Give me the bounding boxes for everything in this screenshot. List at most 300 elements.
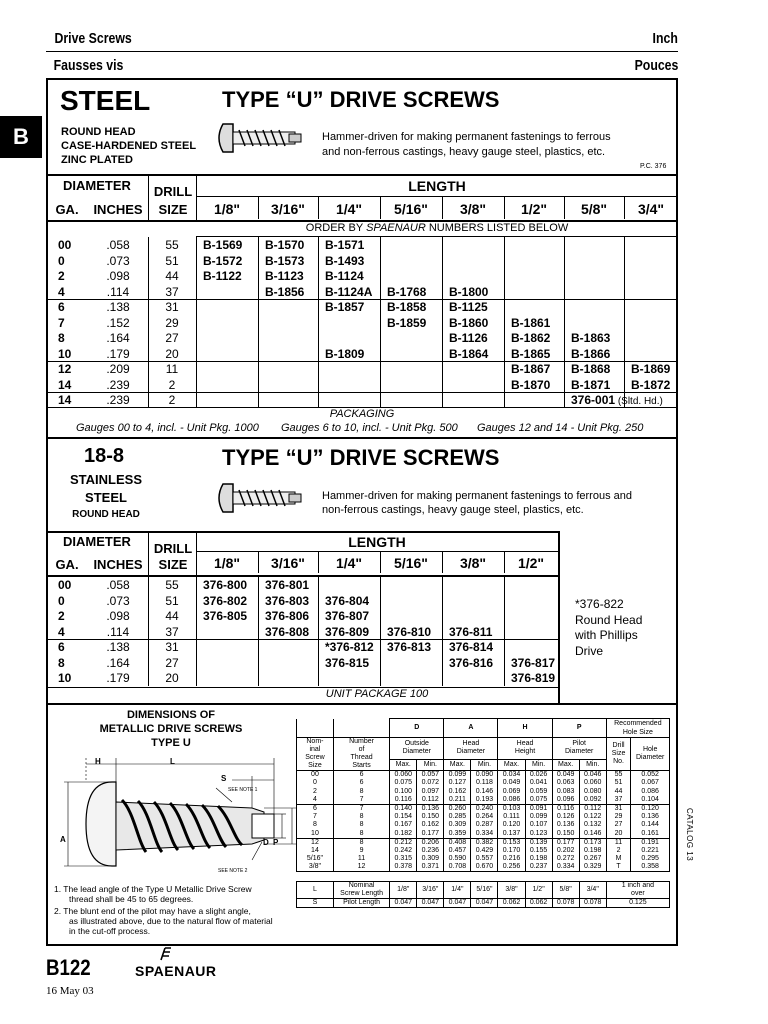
steel-cell: B-1122 [203,269,242,283]
dim-cell: 0.212 [390,838,417,847]
page-number: B122 [46,955,91,980]
dim-cell: 0.177 [417,830,444,839]
dim-col-p: P [552,719,606,738]
steel-head-inches: INCHES [93,202,143,217]
steel-cell: B-1870 [511,377,551,392]
dim-thread-starts-line: Number [349,738,375,745]
stainless-vline-6 [504,577,505,686]
steel-cell: B-1871 [571,377,611,392]
dim-cell: 0.099 [444,771,471,780]
steel-cell: 2 [58,269,65,283]
dim-cell: 0.211 [444,796,471,805]
dim-cell: 0.240 [471,804,498,813]
brand-name: SPAENAUR [135,963,217,979]
dim-cell: 11 [333,855,389,863]
stainless-len-sep-3 [380,551,381,573]
dim-col-d: D [390,719,444,738]
steel-cell: B-1865 [511,346,551,361]
stainless-cell: 44 [165,609,179,623]
steel-cell: B-1860 [449,315,489,330]
dim-pilot-length-value: 0.047 [417,899,444,908]
dim-cell: 0.198 [579,847,606,855]
dim-pilot-diameter-line: Diameter [564,748,594,756]
dim-nominal-length-line: Nominal [348,882,375,890]
steel-cell: .152 [106,315,130,330]
steel-cell: 14 [58,393,72,407]
dim-cell: 0.049 [498,779,525,787]
dim-spacer [297,872,670,882]
steel-len-sep-3 [380,197,381,219]
steel-cell: B-1493 [325,253,365,268]
dim-hole-size-label: Hole Size [622,729,653,736]
dim-length-value: 3/16" [417,882,444,899]
dim-cell: 0.154 [390,813,417,821]
stainless-cell: 376-805 [203,609,248,623]
stainless-cell: 376-816 [449,655,494,670]
steel-cell: B-1571 [325,238,365,252]
stainless-vline-1 [196,577,197,686]
dim-cell: 0.382 [471,838,498,847]
stainless-cell: 376-808 [265,624,310,639]
dim-cell: 8 [333,787,389,795]
dim-cell: 0 [297,779,334,787]
dim-hole-diameter-line: Diameter [635,754,665,761]
stainless-material: 18-8 [84,445,125,467]
steel-cell: .058 [106,238,130,252]
dim-length-value: 3/8" [498,882,525,899]
stainless-length-4: 3/8" [459,555,487,571]
steel-cell: B-1570 [265,238,305,252]
dim-cell: 0.127 [444,779,471,787]
steel-cell: 37 [165,284,179,299]
dim-cell: 0.034 [498,771,525,780]
steel-col-line-a [148,176,149,220]
dim-cell: 11 [606,838,631,847]
header-unit-en: Inch [652,30,678,47]
dim-max: Max. [498,759,525,770]
dim-outside-diameter-line: Diameter [402,748,431,756]
steel-len-sep-7 [624,197,625,219]
steel-cell: B-1123 [265,269,304,283]
dim-cell: 0.122 [579,813,606,821]
stainless-head-size: SIZE [158,557,188,572]
stainless-cell: 376-807 [325,609,370,623]
dim-note-2b: as illustrated above, due to the natural flow of material [69,916,273,926]
dim-cell: 0.334 [552,863,579,872]
stainless-length-0: 1/8" [213,555,241,571]
dim-max: Max. [444,759,471,770]
steel-vline-1 [196,237,197,408]
stainless-cell: 31 [165,640,179,654]
stainless-length-1: 3/16" [271,555,305,571]
steel-cell: B-1124 [325,269,364,283]
steel-cell: .239 [106,393,130,407]
stainless-cell: 4 [58,624,65,639]
dim-cell: 0.206 [417,838,444,847]
slotted-head-note: (Sltd. Hd.) [615,396,663,407]
steel-len-sep-4 [442,197,443,219]
steel-order-divider [196,236,678,237]
steel-cell: 55 [165,238,179,252]
dim-cell: 0.162 [417,821,444,829]
screw-dimension-drawing [56,752,296,882]
dim-blank [333,719,389,738]
dim-note-2c: in the cut-off process. [69,926,151,936]
stainless-sub1: STAINLESS [70,472,142,487]
steel-vline-3 [318,237,319,408]
stainless-table-top [46,531,560,533]
steel-cell: B-1867 [511,362,551,376]
stainless-cell: 10 [58,671,72,685]
stainless-head-drill: DRILL [153,541,193,556]
stainless-cell: *376-812 [325,640,374,654]
dim-cell: 8 [297,821,334,829]
steel-cell: B-1768 [387,284,427,299]
stainless-cell: 376-802 [203,593,248,608]
header-divider [46,51,678,52]
steel-head-diameter: DIAMETER [63,178,131,193]
dim-recommended [606,719,669,738]
steel-head-size: SIZE [158,202,188,217]
dim-cell: 0.136 [631,813,670,821]
dim-cell: 0.236 [417,847,444,855]
dim-col-a: A [444,719,498,738]
dim-note-1b: thread shall be 45 to 65 degrees. [69,894,194,904]
dim-thread-starts-line: Starts [352,762,371,769]
dim-cell: 0.173 [579,838,606,847]
dim-length-value: 1/8" [390,882,417,899]
steel-desc2: and non-ferrous castings, heavy gauge steel, plastics, etc. [322,146,606,158]
steel-vline-5 [442,237,443,408]
dim-cell: 0.193 [471,796,498,805]
dim-see-note-1: SEE NOTE 1 [228,787,258,793]
steel-cell: 51 [165,253,179,268]
steel-cell: 27 [165,331,179,345]
stainless-desc1: Hammer-driven for making permanent fastenings to ferrous and [322,490,632,502]
steel-cell: .239 [106,377,130,392]
steel-table-top [46,174,678,176]
stainless-vline-2 [258,577,259,686]
dim-nominal-length [333,882,389,899]
stainless-cell: 376-806 [265,609,310,623]
dim-cell: 0.090 [471,771,498,780]
dim-cell: 7 [333,796,389,805]
steel-cell: 2 [168,377,176,392]
dim-length-value: 1/2" [525,882,552,899]
dim-cell: 14 [297,847,334,855]
dim-cell: 0.116 [390,796,417,805]
dim-cell: 0.457 [444,847,471,855]
stainless-head-inches: INCHES [93,557,143,572]
steel-cell: B-1572 [203,253,243,268]
dim-inch-over-line: 1 inch and [621,882,655,890]
dim-thread-starts-line: of [358,746,365,753]
dim-cell: 0.150 [552,830,579,839]
stainless-vline-5 [442,577,443,686]
steel-section-end [46,437,678,439]
dim-cell: 0.378 [390,863,417,872]
dim-cell: 0.120 [498,821,525,829]
dim-cell: 0.137 [498,830,525,839]
packaging-3: Gauges 12 and 14 - Unit Pkg. 250 [477,422,644,434]
steel-head-drill: DRILL [153,184,193,199]
dim-min: Min. [471,759,498,770]
dim-cell: 0.063 [552,779,579,787]
dim-cell: 0.075 [525,796,552,805]
dim-cell: 0.429 [471,847,498,855]
stainless-sub2: STEEL [85,490,127,505]
dim-cell: 0.103 [498,804,525,813]
dim-cell: 0.557 [471,855,498,863]
stainless-cell: .058 [106,578,130,592]
steel-cell: .098 [106,269,130,283]
dim-drill-size-line: Size [611,750,626,757]
dim-pilot-length-value: 0.047 [390,899,417,908]
stainless-section-end [46,703,678,705]
stainless-cell: 376-819 [511,671,556,685]
stainless-length-5: 1/2" [517,555,545,571]
dim-cell: 51 [606,779,631,787]
steel-cell: 7 [58,315,65,330]
steel-desc1: Hammer-driven for making permanent fastenings to ferrous [322,131,611,143]
dim-label-s: S [221,774,227,783]
steel-cell: B-1868 [571,362,611,376]
dim-title-1: DIMENSIONS OF [126,709,215,721]
dim-cell: 0.146 [471,787,498,795]
dim-head-diameter-line: Head [462,740,480,748]
stainless-cell: 55 [165,578,179,592]
dim-label-d: D [263,838,269,847]
stainless-cell: 376-813 [387,640,432,654]
dim-cell: 0.083 [552,787,579,795]
steel-vline-7 [564,237,565,408]
dim-cell: 0.221 [631,847,670,855]
dim-data-row [297,787,670,795]
dim-cell: 0.146 [579,830,606,839]
dim-cell: 0.272 [552,855,579,863]
dim-cell: 0.267 [579,855,606,863]
dim-head-height-line: Height [514,748,536,756]
dim-max: Max. [390,759,417,770]
dim-cell: 0.155 [525,847,552,855]
footer-date: 16 May 03 [46,985,94,997]
stainless-vline-3 [318,577,319,686]
stainless-sub3: ROUND HEAD [72,509,140,520]
packaging-label: PACKAGING [329,408,395,420]
dim-cell: 0.264 [471,813,498,821]
packaging-2: Gauges 6 to 10, incl. - Unit Pkg. 500 [281,422,458,434]
dim-cell: 0.139 [525,838,552,847]
dim-cell: 0.708 [444,863,471,872]
dim-cell: 0.309 [417,855,444,863]
dim-nominal-length-line: Screw Length [340,890,383,898]
stainless-cell: 376-815 [325,655,370,670]
steel-cell: .164 [106,331,130,345]
stainless-len-sep-4 [442,551,443,573]
note-line-1: *376-822 [575,597,624,611]
dim-data-row [297,771,670,780]
stainless-cell: 20 [165,671,179,685]
dim-cell: 0.100 [390,787,417,795]
dim-data-row [297,804,670,813]
dim-nominal-screw-size-line: Nom- [306,738,324,745]
steel-head-ga: GA. [55,202,79,217]
dim-data-row [297,779,670,787]
dim-cell: 6 [333,779,389,787]
dim-data-row [297,813,670,821]
dim-length-row [297,882,670,899]
stainless-cell: .114 [106,624,130,639]
steel-order-line [196,222,678,234]
steel-length-5: 1/2" [520,201,548,217]
steel-head-length: LENGTH [408,178,466,194]
dim-length-value: 5/8" [552,882,579,899]
steel-length-0: 1/8" [213,201,241,217]
dim-cell: 0.590 [444,855,471,863]
steel-cell: B-1125 [449,300,488,314]
dim-col-h: H [498,719,552,738]
dim-pilot-length-value: 0.047 [444,899,471,908]
stainless-cell: .164 [106,655,130,670]
dim-cell: M [606,855,631,863]
dim-cell: 0.072 [417,779,444,787]
dim-cell: 0.260 [444,804,471,813]
stainless-cell: 51 [165,593,179,608]
steel-cell: 11 [165,362,179,376]
dim-cell: 0.057 [417,771,444,780]
section-tab: B [0,116,42,158]
dim-drill-size-line: No. [613,758,624,765]
dim-cell: 0.046 [579,771,606,780]
dim-label-h: H [95,757,101,766]
dim-cell: 00 [297,771,334,780]
stainless-len-sep-1 [258,551,259,573]
steel-title: TYPE “U” DRIVE SCREWS [222,87,500,112]
dim-cell: 0.118 [471,779,498,787]
dim-cell: 0.177 [552,838,579,847]
dim-cell: 0.153 [498,838,525,847]
dim-data-row [297,838,670,847]
dim-cell: 0.097 [417,787,444,795]
dim-nominal-screw-size-line: Size [308,762,322,769]
dim-thread-starts [333,738,389,771]
dim-cell: 6 [297,804,334,813]
steel-cell: B-1862 [511,331,551,345]
dim-pilot-length-row [297,899,670,908]
stainless-length-2: 1/4" [335,555,363,571]
dim-label-a: A [60,835,66,844]
stainless-cell: 27 [165,655,179,670]
dim-cell: 0.052 [631,771,670,780]
dim-cell: 0.315 [390,855,417,863]
dim-cell: 0.408 [444,838,471,847]
dim-cell: 0.256 [498,863,525,872]
stainless-cell: 376-803 [265,593,310,608]
dim-cell: 2 [606,847,631,855]
dim-data-row [297,821,670,829]
stainless-cell: 2 [58,609,65,623]
steel-sub2: CASE-HARDENED STEEL [61,140,197,152]
dim-cell: 37 [606,796,631,805]
steel-cell: .138 [106,300,130,314]
dim-cell: 0.334 [471,830,498,839]
dim-cell: 0.182 [390,830,417,839]
dim-head-row-1 [297,719,670,738]
dim-cell: 0.116 [552,804,579,813]
steel-cell: B-1857 [325,300,365,314]
stainless-head-diameter: DIAMETER [63,534,131,549]
stainless-cell: .138 [106,640,130,654]
dim-length-value: 5/16" [471,882,498,899]
dim-length-value: 3/4" [579,882,606,899]
dim-see-note-2: SEE NOTE 2 [218,868,248,874]
steel-cell: 20 [165,346,179,361]
dim-nominal-screw-size [297,738,334,771]
dim-nominal-screw-size-line: inal [309,746,321,753]
steel-cell: 6 [58,300,65,314]
dim-cell: 9 [333,847,389,855]
dim-cell: 4 [297,796,334,805]
dim-pilot-length-value: 0.062 [498,899,525,908]
dim-title-2: METALLIC DRIVE SCREWS [99,723,243,735]
dim-table [296,718,670,908]
dim-thread-starts-line: Thread [350,754,373,761]
stainless-length-3: 5/16" [394,555,428,571]
steel-cell: 10 [58,346,72,361]
dim-cell: 0.358 [631,863,670,872]
steel-cell: B-1861 [511,315,551,330]
dim-cell: 2 [297,787,334,795]
steel-pc: P.C. 376 [640,163,667,170]
dim-cell: 0.309 [444,821,471,829]
steel-cell: B-1869 [631,362,671,376]
dim-cell: 0.091 [525,804,552,813]
stainless-cell: .073 [106,593,130,608]
dim-cell: 20 [606,830,631,839]
steel-material: STEEL [60,85,151,116]
steel-vline-6 [504,237,505,408]
dim-cell: 0.049 [552,771,579,780]
dim-cell: 0.092 [579,796,606,805]
dim-cell: 0.112 [579,804,606,813]
steel-cell: 376-001 (Sltd. Hd.) [571,393,663,407]
order-post: NUMBERS LISTED BELOW [425,222,569,234]
dim-cell: 0.041 [525,779,552,787]
steel-cell: B-1809 [325,346,365,361]
dim-label-l: L [170,757,175,766]
steel-cell: B-1866 [571,346,611,361]
dim-recommended-label: Recommended [614,720,662,727]
dim-cell: 0.371 [417,863,444,872]
dim-head-height-line: Head [516,740,534,748]
dim-cell: T [606,863,631,872]
stainless-vline-4 [380,577,381,686]
dim-cell: 0.075 [390,779,417,787]
dim-outside-diameter [390,738,444,760]
steel-length-1: 3/16" [271,201,305,217]
dim-inch-over-line: over [631,890,645,898]
steel-cell: 0 [58,253,65,268]
dim-cell: 55 [606,771,631,780]
dim-nominal-screw-size-line: Screw [305,754,325,761]
stainless-cell: 376-809 [325,624,370,639]
steel-cell: 4 [58,284,65,299]
dim-cell: 0.132 [579,821,606,829]
steel-len-sep-2 [318,197,319,219]
dim-cell: 0.359 [444,830,471,839]
dim-pilot-length-value: 0.062 [525,899,552,908]
steel-length-2: 1/4" [335,201,363,217]
